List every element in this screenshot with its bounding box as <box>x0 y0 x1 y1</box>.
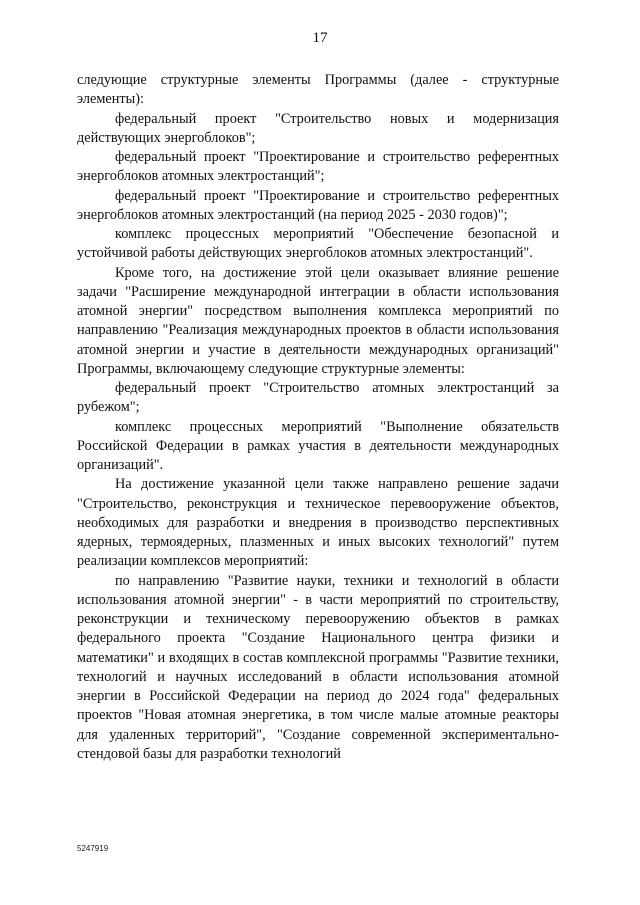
paragraph: следующие структурные элементы Программы (далее - структурные элементы): <box>77 72 559 108</box>
paragraph: федеральный проект "Проектирование и строительство референтных энергоблоков атомных электростанций (на период 2025 - 2030 годов)"; <box>77 187 559 223</box>
paragraph: Кроме того, на достижение этой цели оказывает влияние решение задачи "Расширение международной интеграции в области использования атомной энергии" посредством выполнения комплекса мероприятий по направлению "Реализация международных проектов в области использования атомной энергии и участие в деятельности международных организаций" Программы, включающему следующие структурные элементы: <box>77 264 559 377</box>
paragraph: федеральный проект "Строительство атомных электростанций за рубежом"; <box>77 380 559 416</box>
paragraph: по направлению "Развитие науки, техники и технологий в области использования атомной энергии" - в части мероприятий по строительству, реконструкции и техническому перевооружению объектов в рамках федерального проекта "Создание Национального центра физики и математики" и входящих в состав комплексной программы "Развитие техники, технологий и научных исследований в области использования атомной энергии в Российской Федерации на период до 2024 года" федеральных проектов "Новая атомная энергетика, в том числе малые атомные реакторы для удаленных территорий", "Создание современной экспериментально-стендовой базы для разработки технологий <box>77 572 559 762</box>
page-number: 17 <box>312 30 328 46</box>
paragraph: комплекс процессных мероприятий "Выполнение обязательств Российской Федерации в рамках участия в деятельности международных организаций". <box>77 418 559 473</box>
paragraph: комплекс процессных мероприятий "Обеспечение безопасной и устойчивой работы действующих энергоблоков атомных электростанций". <box>77 226 559 262</box>
paragraph: федеральный проект "Проектирование и строительство референтных энергоблоков атомных электростанций"; <box>77 149 559 185</box>
document-code: 5247919 <box>77 844 109 853</box>
document-body <box>77 71 559 764</box>
paragraph: На достижение указанной цели также направлено решение задачи "Строительство, реконструкция и техническое перевооружение объектов, необходимых для разработки и внедрения в производство перспективных ядерных, термоядерных, плазменных и иных высоких технологий" путем реализации комплексов мероприятий: <box>77 476 559 570</box>
paragraph: федеральный проект "Строительство новых и модернизация действующих энергоблоков"; <box>77 110 559 146</box>
